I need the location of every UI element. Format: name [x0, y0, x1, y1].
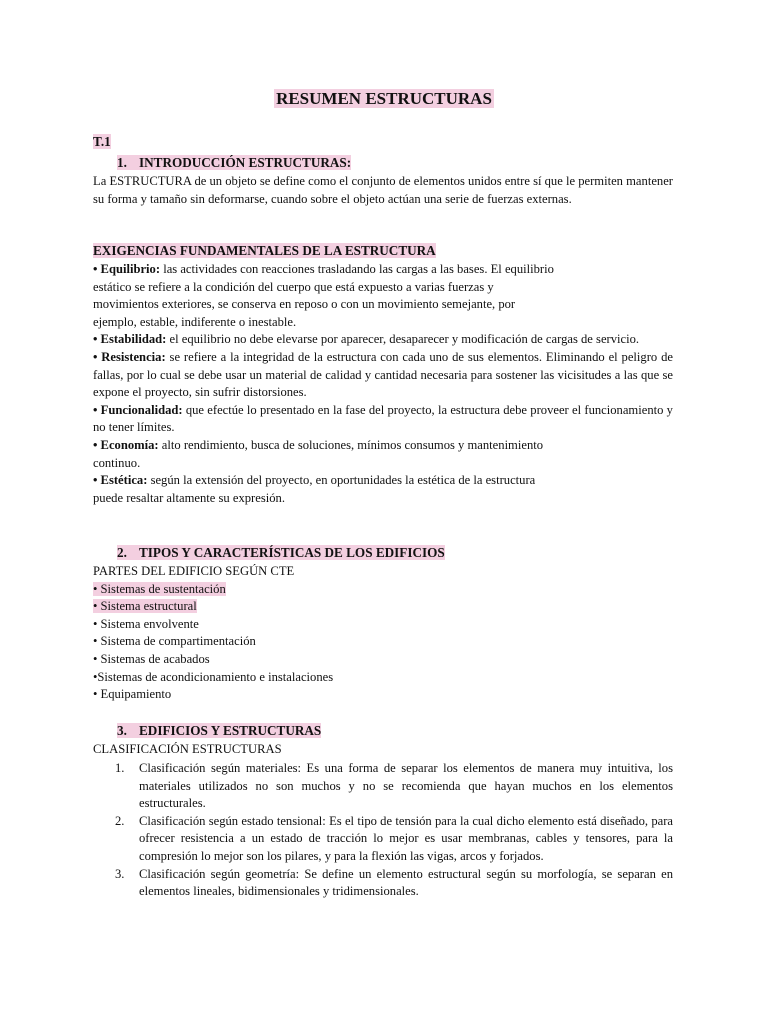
- item-term: • Estabilidad:: [93, 332, 167, 347]
- list-item: •Sistemas de acondicionamiento e instalaciones: [93, 669, 334, 684]
- item-text-line: movimientos exteriores, se conserva en reposo o con un movimiento semejante, por: [93, 297, 516, 312]
- list-item: • Sistema envolvente: [93, 616, 199, 631]
- list-item-economia: [93, 437, 673, 455]
- list-item-resistencia: [93, 349, 673, 402]
- document-title: [0, 88, 768, 110]
- list-item: • Sistemas de acabados: [93, 651, 210, 666]
- list-item: [93, 598, 673, 616]
- section-3-heading: [117, 722, 321, 740]
- item-term: • Equilibrio:: [93, 262, 161, 276]
- item-text: el equilibrio no debe elevarse por aparecer, desaparecer y modificación de cargas de servicio.: [166, 332, 640, 347]
- list-item-text: • Sistemas de sustentación: [93, 581, 226, 596]
- list-item-estetica: [93, 472, 673, 490]
- classification-item: [93, 866, 673, 901]
- item-term: • Funcionalidad:: [93, 402, 183, 417]
- item-text-line: continuo.: [93, 455, 141, 470]
- exigencias-heading: [93, 242, 673, 260]
- list-item-equilibrio: [93, 261, 673, 279]
- section-3-number: 3.: [117, 723, 127, 738]
- section-1-number: 1.: [117, 155, 127, 170]
- list-item: [93, 581, 673, 599]
- section-3-title: EDIFICIOS Y ESTRUCTURAS: [139, 723, 322, 738]
- section-3-subtitle: CLASIFICACIÓN ESTRUCTURAS: [93, 742, 282, 756]
- item-term: • Economía:: [93, 437, 159, 452]
- item-text: alto rendimiento, busca de soluciones, mínimos consumos y mantenimiento: [158, 437, 544, 452]
- section-1-paragraph: La ESTRUCTURA de un objeto se define como el conjunto de elementos unidos entre sí que le permiten mantener su forma y tamaño sin deformarse, cuando sobre el objeto actúan una serie de fuerzas externas.: [93, 174, 673, 206]
- section-2-title: TIPOS Y CARACTERÍSTICAS DE LOS EDIFICIOS: [139, 545, 445, 560]
- item-text: según la extensión del proyecto, en oportunidades la estética de la estructura: [147, 473, 536, 488]
- item-text: se refiere a la integridad de la estructura con cada uno de sus elementos. Eliminando el peligro de fallas, por lo cual se debe usar un material de calidad y cantidad necesaria para sostener las vicisitudes a las que se expone el proyecto, sin sufrir distorsiones.: [93, 349, 673, 400]
- section-2-list: [93, 563, 673, 704]
- list-item: • Equipamiento: [93, 687, 172, 702]
- title-text: RESUMEN ESTRUCTURAS: [276, 89, 492, 108]
- item-text: Clasificación según estado tensional: Es el tipo de tensión para la cual dicho elemento está diseñado, para ofrecer resistencia a un estado de tracción lo mejor es usar membranas, cables y tensores, para la compresión lo mejor son los pilares, y para la flexión las vigas, arcos y forjados.: [139, 813, 673, 863]
- topic-label-text: T.1: [93, 134, 111, 149]
- exigencias-list: [93, 261, 673, 507]
- item-text: las actividades con reacciones trasladando las cargas a las bases. El equilibrio: [160, 262, 554, 276]
- item-text-line: puede resaltar altamente su expresión.: [93, 490, 285, 505]
- classification-list: [93, 760, 673, 901]
- item-term: • Resistencia:: [93, 349, 166, 364]
- list-item-estabilidad: [93, 331, 673, 349]
- item-text-line: ejemplo, estable, indiferente o inestable.: [93, 314, 297, 329]
- section-1-heading: [117, 154, 351, 172]
- section-2-subtitle: PARTES DEL EDIFICIO SEGÚN CTE: [93, 564, 295, 578]
- topic-label: [93, 133, 673, 151]
- item-text-line: estático se refiere a la condición del cuerpo que está expuesto a varias fuerzas y: [93, 279, 494, 294]
- section-1-title: INTRODUCCIÓN ESTRUCTURAS:: [139, 155, 352, 170]
- list-item-text: • Sistema estructural: [93, 599, 197, 614]
- section-2-number: 2.: [117, 545, 127, 560]
- item-term: • Estética:: [93, 473, 148, 488]
- item-text: Clasificación según geometría: Se define un elemento estructural según su morfología, se separan en elementos lineales, bidimensionales y tridimensionales.: [139, 866, 673, 899]
- classification-item: [93, 813, 673, 866]
- item-text: Clasificación según materiales: Es una forma de separar los elementos de manera muy intuitiva, los materiales utilizados no son muchos y no se recomienda que hayan muchos en los elementos estructurales.: [139, 761, 673, 811]
- item-text: que efectúe lo presentado en la fase del proyecto, la estructura debe proveer el funcionamiento y no tener límites.: [93, 402, 673, 435]
- item-number: 2.: [115, 813, 125, 828]
- list-item: • Sistema de compartimentación: [93, 634, 256, 649]
- list-item-funcionalidad: [93, 402, 673, 437]
- exigencias-heading-text: EXIGENCIAS FUNDAMENTALES DE LA ESTRUCTURA: [93, 243, 436, 258]
- classification-item: [93, 760, 673, 813]
- item-number: 1.: [115, 761, 125, 775]
- section-2-heading: [117, 544, 445, 562]
- item-number: 3.: [115, 866, 125, 881]
